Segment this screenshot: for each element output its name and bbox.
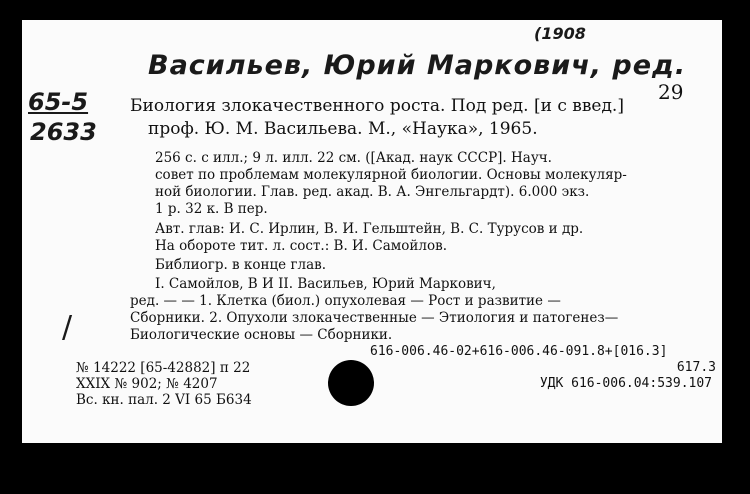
bibliography-note: Библиогр. в конце глав. bbox=[155, 257, 327, 273]
handwritten-name: Васильев, Юрий Маркович, ред. bbox=[148, 50, 687, 81]
bottom-left-line-2: XXIX № 902; № 4207 bbox=[76, 376, 218, 392]
handwritten-year: (1908 bbox=[534, 24, 586, 43]
description-line-1: 256 с. с илл.; 9 л. илл. 22 см. ([Акад. наук СССР]. Науч. bbox=[155, 150, 552, 166]
title-line-2: проф. Ю. М. Васильева. М., «Наука», 1965. bbox=[148, 119, 538, 139]
bottom-right-line-1: 617.3 bbox=[676, 360, 716, 375]
bottom-left-line-1: № 14222 [65-42882] п 22 bbox=[76, 360, 251, 376]
description-line-3: ной биологии. Глав. ред. акад. В. А. Энгельгардт). 6.000 экз. bbox=[155, 184, 590, 200]
authors-line-2: На обороте тит. л. сост.: В. И. Самойлов. bbox=[155, 238, 447, 254]
title-line-1: Биология злокачественного роста. Под ред. [и с введ.] bbox=[130, 96, 624, 116]
description-line-2: совет по проблемам молекулярной биологии. Основы молекуляр- bbox=[155, 167, 627, 183]
description-line-4: 1 р. 32 к. В пер. bbox=[155, 201, 268, 217]
call-number-bottom: 2633 bbox=[30, 118, 97, 146]
udc-code: УДК 616-006.04:539.107 bbox=[539, 376, 712, 391]
classification-index: 616-006.46-02+616-006.46-091.8+[016.3] bbox=[370, 344, 668, 359]
tracings-line-1: I. Самойлов, В И II. Васильев, Юрий Маркович, bbox=[155, 276, 496, 292]
tracings-line-3: Сборники. 2. Опухоли злокачественные — Этиология и патогенез— bbox=[130, 310, 619, 326]
card-number: 29 bbox=[658, 80, 684, 104]
tracings-line-4: Биологические основы — Сборники. bbox=[130, 327, 393, 343]
bottom-left-line-3: Вс. кн. пал. 2 VI 65 Б634 bbox=[76, 392, 252, 408]
library-stamp bbox=[328, 360, 374, 406]
handwritten-mark: / bbox=[62, 310, 73, 345]
catalog-card bbox=[22, 20, 722, 443]
call-number-top: 65-5 bbox=[28, 88, 89, 116]
authors-line-1: Авт. глав: И. С. Ирлин, В. И. Гельштейн, В. С. Турусов и др. bbox=[155, 221, 584, 237]
tracings-line-2: ред. — — 1. Клетка (биол.) опухолевая — Рост и развитие — bbox=[130, 293, 561, 309]
